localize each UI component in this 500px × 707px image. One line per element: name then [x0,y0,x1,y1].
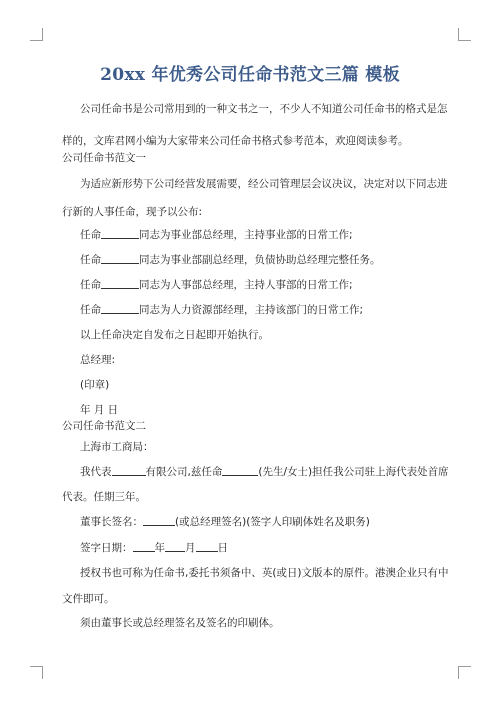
representative-line-2: 代表。任期三年。 [62,491,146,503]
sample2-heading: 公司任命书范文二 [62,420,146,432]
sample1-heading: 公司任命书范文一 [62,152,146,164]
month-blank[interactable] [165,541,185,552]
appointee-name-blank[interactable] [222,465,258,476]
appointment-prefix: 任命 [80,254,101,266]
authorization-line-1: 授权书也可称为任命书,委托书须备中、英(或日)文版本的原件。港澳企业只有中 [80,567,449,579]
name-blank[interactable] [101,278,139,289]
appointment-line [80,253,381,267]
sample1-para-line-1: 为适应新形势下公司经营发展需要，经公司管理层会议决议，决定对以下同志进 [80,178,448,190]
intro-line-1: 公司任命书是公司常用到的一种文书之一，不少人不知道公司任命书的格式是怎 [80,103,448,115]
sign-date-line [80,541,228,555]
name-blank[interactable] [101,303,139,314]
appointment-text: 同志为事业部副总经理，负债协助总经理完整任务。 [139,254,381,266]
representative-line [80,465,449,479]
appointment-line [80,228,353,242]
year-blank[interactable] [133,541,155,552]
effective-statement: 以上任命决定自发布之日起即开始执行。 [80,329,269,341]
appointment-prefix: 任命 [80,229,101,241]
sample1-para-line-2: 行新的人事任命，现予以公布: [62,206,203,218]
crop-mark-top-left [30,28,43,41]
rep-text-part2: 有限公司,兹任命 [145,466,223,478]
document-title: 20xx 年优秀公司任命书范文三篇 模板 [100,65,400,85]
date-label: 年 月 日 [80,404,119,416]
month-label: 月 [185,542,196,554]
authorization-line-2: 文件即可。 [62,593,115,605]
seal-label: (印章) [80,379,110,391]
final-statement: 须由董事长或总经理签名及签名的印刷体。 [80,617,280,629]
signature-blank[interactable] [143,515,175,526]
chairman-label: 董事长签名： [80,516,143,528]
name-blank[interactable] [101,253,139,264]
appointment-prefix: 任命 [80,279,101,291]
rep-text-part3: (先生/女士)担任我公司驻上海代表处首席 [258,466,449,478]
sign-date-label: 签字日期： [80,542,133,554]
day-label: 日 [217,542,228,554]
company-name-blank[interactable] [112,465,146,476]
appointment-text: 同志为人事部总经理，主持人事部的日常工作; [139,279,353,291]
crop-mark-bottom-right [458,666,471,679]
appointment-line [80,278,353,292]
rep-text-part1: 我代表 [80,466,112,478]
intro-line-2: 样的，文库君网小编为大家带来公司任命书格式参考范本，欢迎阅读参考。 [62,135,409,147]
appointment-text: 同志为人力资源部经理，主持该部门的日常工作; [139,304,364,316]
appointment-line [80,303,363,317]
addressee: 上海市工商局： [80,441,154,453]
name-blank[interactable] [101,228,139,239]
chairman-signature-line [80,515,370,529]
appointment-prefix: 任命 [80,304,101,316]
year-label: 年 [154,542,165,554]
crop-mark-bottom-left [30,666,43,679]
chairman-suffix: (或总经理签名)(签字人印刷体姓名及职务) [175,516,370,528]
day-blank[interactable] [196,541,218,552]
crop-mark-top-right [458,28,471,41]
signer-label: 总经理: [80,354,116,366]
appointment-text: 同志为事业部总经理，主持事业部的日常工作; [139,229,353,241]
